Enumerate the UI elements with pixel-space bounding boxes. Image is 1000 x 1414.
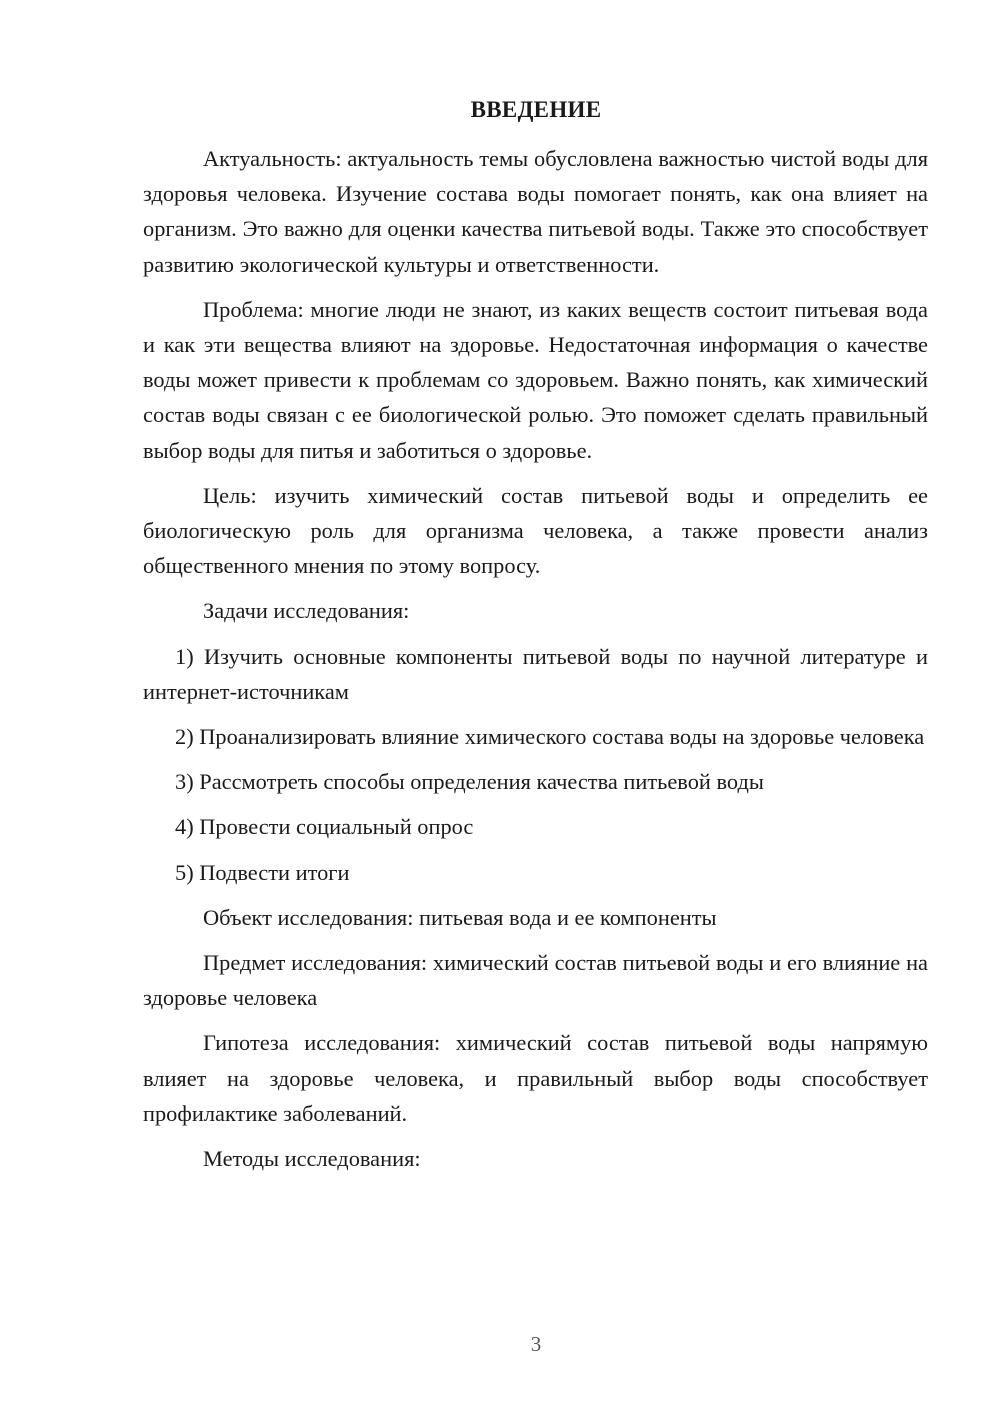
paragraph-goal: Цель: изучить химический состав питьевой воды и определить ее биологическую роль для организма человека, а также провести анализ общественного мнения по этому вопросу.: [143, 482, 928, 579]
task-item-4: 4) Провести социальный опрос: [175, 814, 474, 840]
paragraph-hypothesis: Гипотеза исследования: химический состав питьевой воды напрямую влияет на здоровье человека, и правильный выбор воды способствует профилактике заболеваний.: [143, 1030, 928, 1126]
task-item-5: 5) Подвести итоги: [175, 859, 350, 885]
paragraph-methods: Методы исследования:: [203, 1146, 421, 1172]
task-item-3: 3) Рассмотреть способы определения качества питьевой воды: [175, 769, 764, 795]
document-body: [143, 141, 928, 1186]
paragraph-relevance: Актуальность: актуальность темы обусловлена важностью чистой воды для здоровья человека. Изучение состава воды помогает понять, как она влияет на организм. Это важно для оценки качества питьевой воды. Также это способствует развитию экологической культуры и ответственности.: [143, 146, 928, 277]
paragraph-subject: Предмет исследования: химический состав питьевой воды и его влияние на здоровье человека: [143, 950, 928, 1011]
task-item-2: 2) Проанализировать влияние химического состава воды на здоровье человека: [175, 724, 925, 750]
paragraph-tasks-heading: Задачи исследования:: [203, 598, 410, 624]
page-number: 3: [530, 1332, 542, 1356]
paragraph-problem: Проблема: многие люди не знают, из каких веществ состоит питьевая вода и как эти вещества влияют на здоровье. Недостаточная информация о качестве воды может привести к проблемам со здоровьем. Важно понять, как химический состав воды связан с ее биологической ролью. Это поможет сделать правильный выбор воды для питья и заботиться о здоровье.: [143, 296, 928, 463]
task-item-1: 1) Изучить основные компоненты питьевой воды по научной литературе и интернет-источникам: [143, 643, 928, 704]
paragraph-object: Объект исследования: питьевая вода и ее компоненты: [203, 904, 717, 930]
page-title: ВВЕДЕНИЕ: [470, 97, 602, 122]
